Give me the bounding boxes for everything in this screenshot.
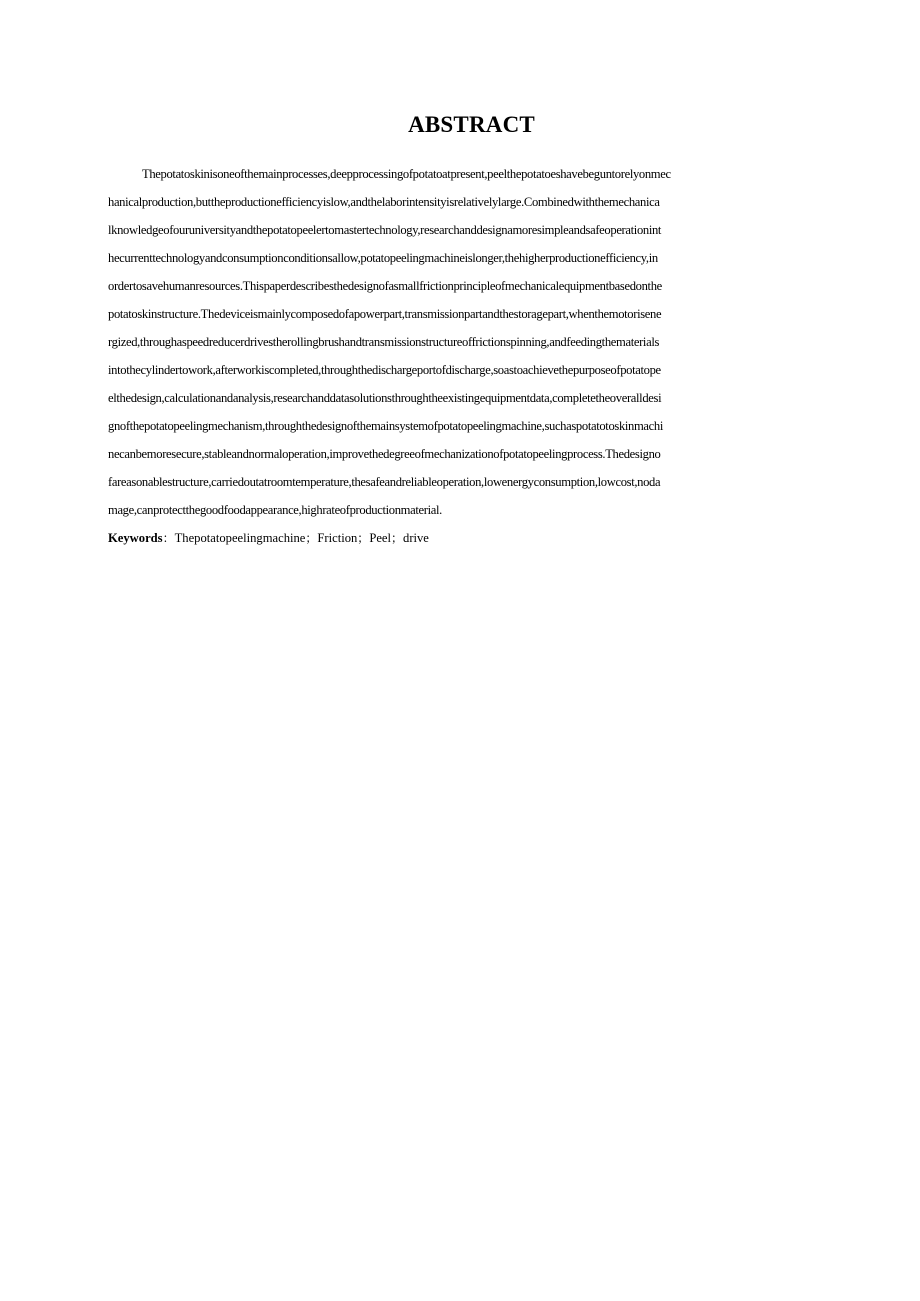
keyword-item: Peel xyxy=(369,531,391,545)
abstract-line: mage,canprotectthegoodfoodappearance,highrateofproductionmaterial. xyxy=(108,503,442,517)
keyword-separator: ； xyxy=(305,531,318,545)
abstract-line: hecurrenttechnologyandconsumptionconditionsallow,potatopeelingmachineislonger,thehigherproductionefficiency,in xyxy=(108,251,658,265)
abstract-line: hanicalproduction,buttheproductionefficiencyislow,andthelaborintensityisrelativelylarge.Combinedwiththemechanica xyxy=(108,195,660,209)
abstract-line: rgized,throughaspeedreducerdrivestherollingbrushandtransmissionstructureoffrictionspinning,andfeedingthematerials xyxy=(108,335,660,349)
abstract-line: fareasonablestructure,carriedoutatroomtemperature,thesafeandreliableoperation,lowenergyconsumption,lowcost,noda xyxy=(108,475,661,489)
keywords-label: Keywords xyxy=(108,531,163,545)
keyword-separator: ； xyxy=(357,531,370,545)
abstract-line: intothecylindertowork,afterworkiscompleted,throughthedischargeportofdischarge,soastoachievethepurposeofpotatope xyxy=(108,363,661,377)
abstract-line: potatoskinstructure.Thedeviceismainlycomposedofapowerpart,transmissionpartandthestoragepart,whenthemotorisene xyxy=(108,307,662,321)
keyword-item: drive xyxy=(403,531,429,545)
abstract-line: ordertosavehumanresources.Thispaperdescribesthedesignofasmallfrictionprincipleofmechanicalequipmentbasedonthe xyxy=(108,279,662,293)
keywords-line xyxy=(108,524,429,552)
abstract-title: ABSTRACT xyxy=(408,112,535,137)
abstract-body xyxy=(108,160,834,524)
abstract-line: gnofthepotatopeelingmechanism,throughthedesignofthemainsystemofpotatopeelingmachine,suchaspotatotoskinmachi xyxy=(108,419,664,433)
keyword-item: Thepotatopeelingmachine xyxy=(174,531,306,545)
keyword-item: Friction xyxy=(317,531,358,545)
abstract-line: Thepotatoskinisoneofthemainprocesses,deepprocessingofpotatoatpresent,peelthepotatoeshavebeguntorelyonmec xyxy=(142,167,671,181)
abstract-line: necanbemoresecure,stableandnormaloperation,improvethedegreeofmechanizationofpotatopeelingprocess.Thedesigno xyxy=(108,447,661,461)
keyword-separator: ； xyxy=(391,531,404,545)
keywords-label-separator: ： xyxy=(162,531,175,545)
abstract-line: lknowledgeofouruniversityandthepotatopeelertomastertechnology,researchanddesignamoresimpleandsafeoperationint xyxy=(108,223,662,237)
abstract-line: elthedesign,calculationandanalysis,researchanddatasolutionsthroughtheexistingequipmentdata,completetheoveralldesi xyxy=(108,391,662,405)
